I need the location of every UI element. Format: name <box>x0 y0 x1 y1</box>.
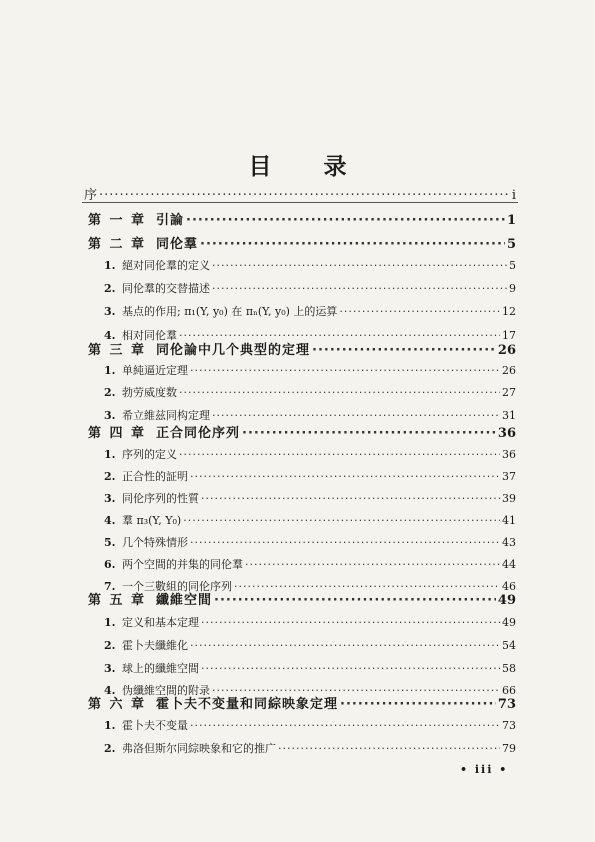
section-title: 勃劳威度数 <box>122 386 177 399</box>
leader-dots <box>200 237 505 252</box>
leader-dots <box>201 616 500 629</box>
section-number: 1. <box>104 364 116 377</box>
leader-dots <box>212 409 500 422</box>
chapter-number: 第 一 章 <box>88 213 147 228</box>
divider-rule <box>82 202 518 203</box>
leader-dots <box>99 188 510 203</box>
leader-dots <box>201 492 500 505</box>
chapter-page: 5 <box>506 237 516 252</box>
chapter-title: 同伦羣 <box>156 237 199 252</box>
chapter-number: 第 二 章 <box>88 237 147 252</box>
section-title: 伪纖維空間的附录 <box>122 684 210 697</box>
leader-dots <box>183 514 500 527</box>
chapter-page: 73 <box>497 697 516 712</box>
section-page: 31 <box>502 409 516 422</box>
leader-dots <box>212 282 507 295</box>
section-page: 66 <box>502 684 516 697</box>
toc-section-entry[interactable] <box>104 407 516 423</box>
chapter-title: 同伦論中几个典型的定理 <box>156 343 311 358</box>
section-title: 基点的作用; π₁(Y, y₀) 在 πₙ(Y, y₀) 上的运算 <box>122 305 338 318</box>
leader-dots <box>190 639 500 652</box>
section-page: 44 <box>502 558 516 571</box>
toc-section-entry[interactable] <box>104 362 516 378</box>
leader-dots <box>190 536 500 549</box>
toc-section-entry[interactable] <box>104 614 516 630</box>
chapter-number: 第 四 章 <box>88 426 147 441</box>
toc-section-entry[interactable] <box>104 384 516 400</box>
toc-section-entry[interactable] <box>104 303 516 319</box>
section-title: 定义和基本定理 <box>122 616 199 629</box>
chapter-number: 第 五 章 <box>88 593 147 608</box>
section-title: 两个空間的并集的同伦羣 <box>122 558 243 571</box>
toc-section-entry[interactable] <box>104 468 516 484</box>
leader-dots <box>340 697 496 712</box>
section-page: 43 <box>502 536 516 549</box>
section-title: 一个三數組的同伦序列 <box>122 580 232 593</box>
section-title: 球上的纖維空間 <box>122 662 199 675</box>
section-page: 37 <box>502 470 516 483</box>
page-folio: • iii • <box>460 763 509 776</box>
section-number: 1. <box>104 259 116 272</box>
chapter-title: 正合同伦序列 <box>156 426 241 441</box>
title-char-right: 录 <box>323 153 347 180</box>
section-title: 正合性的証明 <box>122 470 188 483</box>
section-page: 17 <box>502 329 516 342</box>
section-number: 1. <box>104 448 116 461</box>
section-page: 5 <box>509 259 516 272</box>
section-page: 46 <box>502 580 516 593</box>
toc-section-entry[interactable] <box>104 660 516 676</box>
chapter-title: 引論 <box>156 213 185 228</box>
section-title: 同伦序列的性質 <box>122 492 199 505</box>
section-number: 2. <box>104 282 116 295</box>
toc-section-entry[interactable] <box>104 257 516 273</box>
page-title <box>0 148 595 181</box>
section-title: 羣 π₃(Y, Y₀) <box>122 514 182 527</box>
leader-dots <box>201 662 500 675</box>
preface-label: 序 <box>84 188 98 203</box>
section-number: 1. <box>104 616 116 629</box>
toc-section-entry[interactable] <box>104 556 516 572</box>
section-number: 3. <box>104 492 116 505</box>
section-page: 9 <box>509 282 516 295</box>
section-number: 7. <box>104 580 116 593</box>
leader-dots <box>190 470 500 483</box>
toc-section-entry[interactable] <box>104 512 516 528</box>
toc-section-entry[interactable] <box>104 717 516 733</box>
toc-chapter-entry[interactable] <box>88 339 516 358</box>
toc-chapter-entry[interactable] <box>88 233 516 252</box>
section-number: 3. <box>104 409 116 422</box>
chapter-title: 纖維空間 <box>156 593 213 608</box>
leader-dots <box>312 343 496 358</box>
section-number: 2. <box>104 742 116 755</box>
leader-dots <box>278 742 500 755</box>
chapter-number: 第 六 章 <box>88 697 147 712</box>
section-page: 26 <box>502 364 516 377</box>
folio-number: iii <box>474 763 494 776</box>
chapter-number: 第 三 章 <box>88 343 147 358</box>
leader-dots <box>214 593 496 608</box>
section-title: 霍卜夫纖維化 <box>122 639 188 652</box>
section-title: 几个特殊情形 <box>122 536 188 549</box>
section-number: 2. <box>104 470 116 483</box>
section-number: 3. <box>104 305 116 318</box>
section-number: 4. <box>104 329 116 342</box>
section-title: 序列的定义 <box>122 448 177 461</box>
toc-section-entry[interactable] <box>104 490 516 506</box>
toc-section-entry[interactable] <box>104 534 516 550</box>
section-number: 4. <box>104 514 116 527</box>
toc-preface-entry[interactable] <box>84 184 516 203</box>
section-page: 58 <box>502 662 516 675</box>
section-title: 单純逼近定理 <box>122 364 188 377</box>
section-number: 3. <box>104 662 116 675</box>
toc-section-entry[interactable] <box>104 740 516 756</box>
section-title: 絕对同伦羣的定义 <box>122 259 210 272</box>
leader-dots <box>339 305 500 318</box>
section-number: 1. <box>104 719 116 732</box>
section-page: 41 <box>502 514 516 527</box>
toc-section-entry[interactable] <box>104 637 516 653</box>
toc-section-entry[interactable] <box>104 446 516 462</box>
section-title: 相对同伦羣 <box>122 329 177 342</box>
leader-dots <box>242 426 496 441</box>
section-number: 2. <box>104 639 116 652</box>
leader-dots <box>212 259 507 272</box>
leader-dots <box>186 213 505 228</box>
section-number: 4. <box>104 684 116 697</box>
section-number: 2. <box>104 386 116 399</box>
section-number: 5. <box>104 536 116 549</box>
section-title: 弗洛但斯尔同綜映象和它的推广 <box>122 742 276 755</box>
toc-chapter-entry[interactable] <box>88 589 516 608</box>
section-number: 6. <box>104 558 116 571</box>
section-page: 73 <box>502 719 516 732</box>
section-page: 39 <box>502 492 516 505</box>
title-char-left: 目 <box>248 153 272 180</box>
preface-page: i <box>511 188 516 203</box>
leader-dots <box>179 448 500 461</box>
section-title: 霍卜夫不变量 <box>122 719 188 732</box>
section-page: 27 <box>502 386 516 399</box>
chapter-page: 1 <box>506 213 516 228</box>
leader-dots <box>245 558 500 571</box>
section-page: 36 <box>502 448 516 461</box>
section-page: 54 <box>502 639 516 652</box>
chapter-page: 49 <box>497 593 516 608</box>
chapter-page: 36 <box>497 426 516 441</box>
toc-chapter-entry[interactable] <box>88 693 516 712</box>
leader-dots <box>190 364 500 377</box>
leader-dots <box>190 719 500 732</box>
section-title: 希立維兹同构定理 <box>122 409 210 422</box>
section-title: 同伦羣的交替描述 <box>122 282 210 295</box>
section-page: 79 <box>502 742 516 755</box>
toc-chapter-entry[interactable] <box>88 209 516 228</box>
toc-chapter-entry[interactable] <box>88 422 516 441</box>
leader-dots <box>179 386 500 399</box>
toc-section-entry[interactable] <box>104 280 516 296</box>
chapter-title: 霍卜夫不变量和同綜映象定理 <box>156 697 339 712</box>
section-page: 12 <box>502 305 516 318</box>
section-page: 49 <box>502 616 516 629</box>
chapter-page: 26 <box>497 343 516 358</box>
